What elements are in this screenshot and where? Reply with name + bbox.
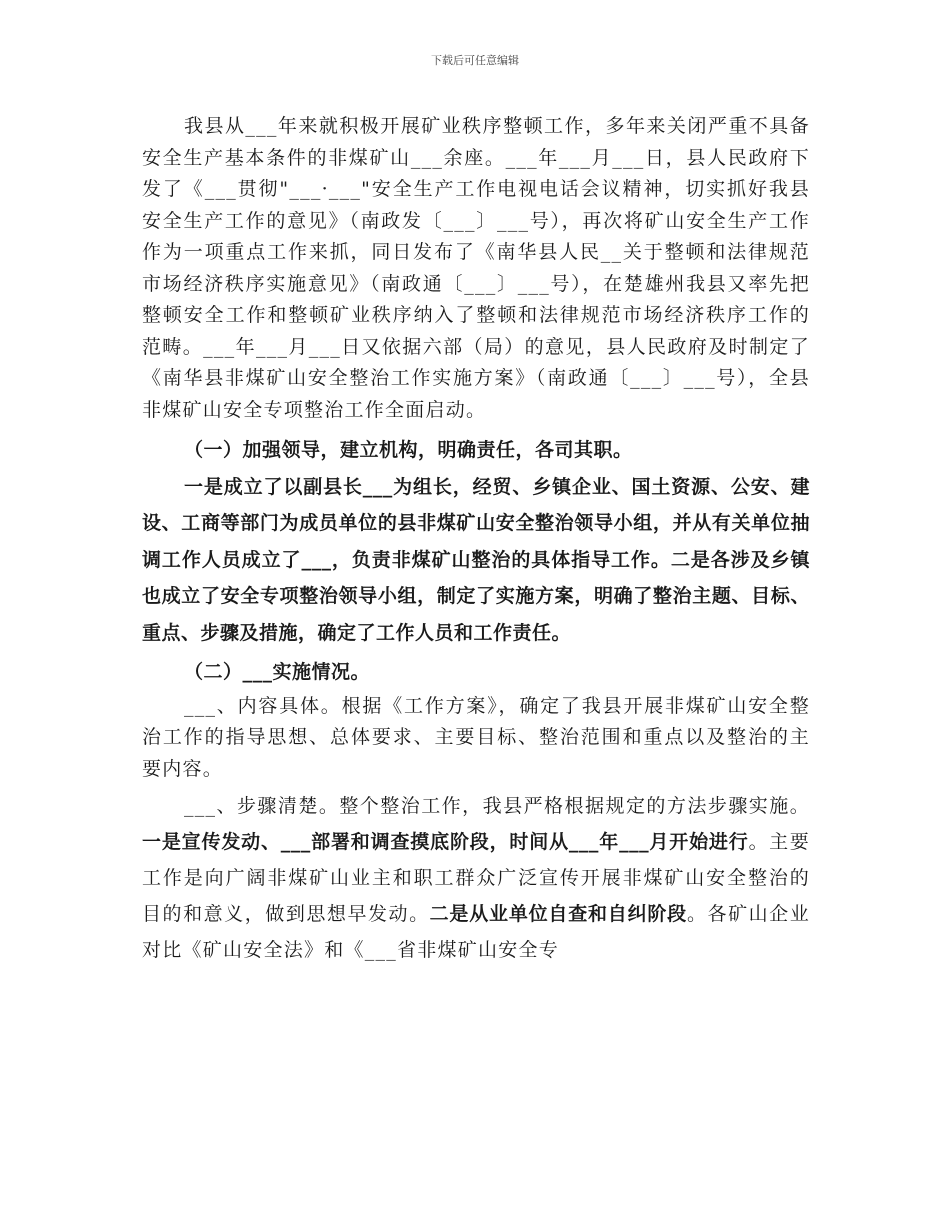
steps-paragraph	[142, 788, 810, 968]
steps-text-b: 一是宣传发动、___部署和调查摸底阶段，时间从___年___月开始进行	[142, 831, 749, 853]
steps-text-e: 。各矿山企业对比《矿山安全法》和《___省非煤矿山安全专	[142, 903, 810, 961]
section-heading-1: （一）加强领导，建立机构，明确责任，各司其职。	[184, 439, 633, 461]
steps-text-d: 二是从业单位自查和自纠阶段	[429, 903, 687, 925]
leadership-paragraph: 一是成立了以副县长___为组长，经贸、乡镇企业、国土资源、公安、建设、工商等部门为成员单位的县非煤矿山安全整治领导小组，并从有关单位抽调工作人员成立了___，负责非煤矿山整治的具体指导工作。二是各涉及乡镇也成立了安全专项整治领导小组，制定了实施方案，明确了整治主题、目标、重点、步骤及措施，确定了工作人员和工作责任。	[142, 475, 810, 644]
steps-text-a: ___、步骤清楚。整个整治工作，我县严格根据规定的方法步骤实施。	[184, 795, 810, 817]
steps-text-c: 。主要工作是向广阔非煤矿山业主和职工群众广泛宣传开展非煤矿山安全整治的目的和意义，做到思想早发动。	[142, 831, 810, 925]
intro-paragraph: 我县从___年来就积极开展矿业秩序整顿工作，多年来关闭严重不具备安全生产基本条件的非煤矿山___余座。___年___月___日，县人民政府下发了《___贯彻"___·___"安全生产工作电视电话会议精神，切实抓好我县安全生产工作的意见》（南政发〔___〕___号），再次将矿山安全生产工作作为一项重点工作来抓，同日发布了《南华县人民__关于整顿和法律规范市场经济秩序实施意见》（南政通〔___〕___号），在楚雄州我县又率先把整顿安全工作和整顿矿业秩序纳入了整顿和法律规范市场经济秩序工作的范畴。___年___月___日又依据六部（局）的意见，县人民政府及时制定了《南华县非煤矿山安全整治工作实施方案》（南政通〔___〕___号），全县非煤矿山安全专项整治工作全面启动。	[142, 115, 810, 421]
section-heading-2: （二）___实施情况。	[184, 661, 371, 683]
document-body	[142, 111, 810, 968]
content-paragraph: ___、内容具体。根据《工作方案》，确定了我县开展非煤矿山安全整治工作的指导思想、总体要求、主要目标、整治范围和重点以及整治的主要内容。	[142, 694, 810, 780]
page-header: 下载后可任意编辑	[431, 54, 519, 67]
